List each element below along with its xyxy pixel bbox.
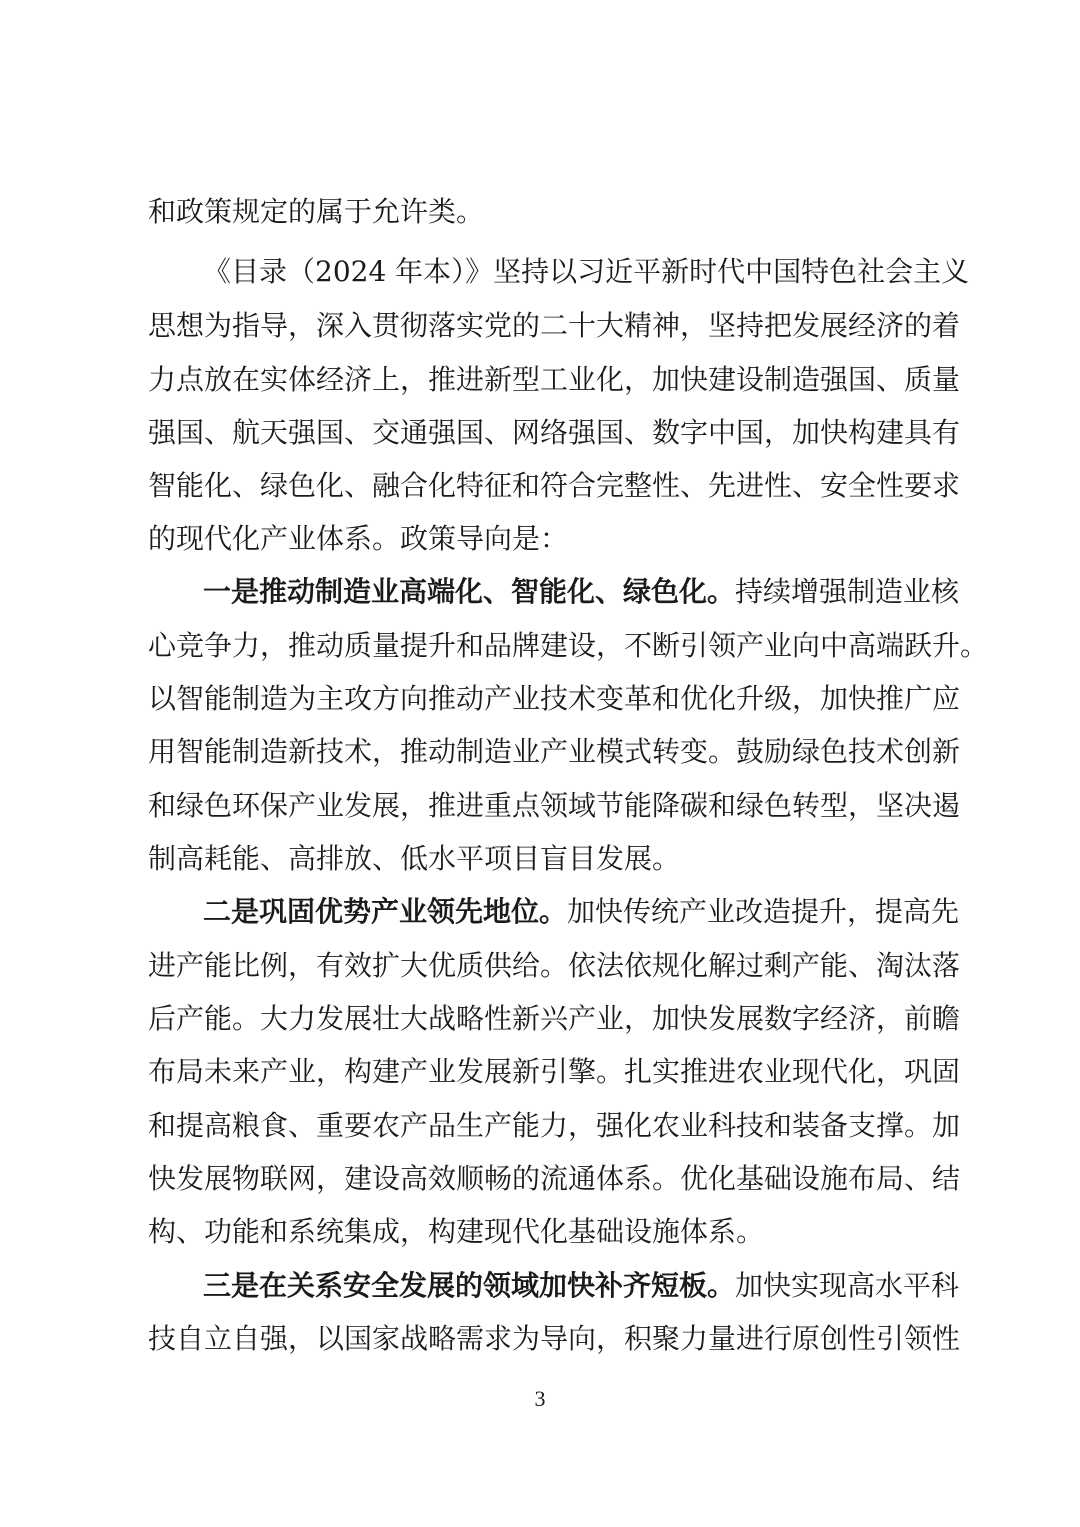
text-line: 以智能制造为主攻方向推动产业技术变革和优化升级，加快推广应 <box>148 682 961 715</box>
text-line: 智能化、绿色化、融合化特征和符合完整性、先进性、安全性要求 <box>148 469 961 502</box>
section-heading-1: 一是推动制造业高端化、智能化、绿色化。 <box>203 575 736 608</box>
text-span: 持续增强制造业核 <box>735 575 960 608</box>
text-line: 制高耗能、高排放、低水平项目盲目发展。 <box>148 842 681 875</box>
text-line: 构、功能和系统集成，构建现代化基础设施体系。 <box>148 1215 765 1248</box>
text-line: 的现代化产业体系。政策导向是： <box>148 522 569 555</box>
text-line: 用智能制造新技术，推动制造业产业模式转变。鼓励绿色技术创新 <box>148 735 961 768</box>
text-line: 快发展物联网，建设高效顺畅的流通体系。优化基础设施布局、结 <box>148 1162 961 1195</box>
text-line <box>203 892 960 932</box>
text-line: 《目录（2024 年本）》坚持以习近平新时代中国特色社会主义 <box>203 255 970 288</box>
text-line: 力点放在实体经济上，推进新型工业化，加快建设制造强国、质量 <box>148 363 961 396</box>
text-line: 布局未来产业，构建产业发展新引擎。扎实推进农业现代化，巩固 <box>148 1055 961 1088</box>
text-line: 和绿色环保产业发展，推进重点领域节能降碳和绿色转型，坚决遏 <box>148 789 961 822</box>
text-line: 和提高粮食、重要农产品生产能力，强化农业科技和装备支撑。加 <box>148 1109 961 1142</box>
text-line: 进产能比例，有效扩大优质供给。依法依规化解过剩产能、淘汰落 <box>148 949 961 982</box>
text-line: 思想为指导，深入贯彻落实党的二十大精神，坚持把发展经济的着 <box>148 309 961 342</box>
text-line: 后产能。大力发展壮大战略性新兴产业，加快发展数字经济，前瞻 <box>148 1002 961 1035</box>
text-line <box>203 572 960 612</box>
section-heading-2: 二是巩固优势产业领先地位。 <box>203 895 568 928</box>
page-number: 3 <box>534 1386 546 1411</box>
text-line: 技自立自强，以国家战略需求为导向，积聚力量进行原创性引领性 <box>148 1322 961 1355</box>
text-line: 心竞争力，推动质量提升和品牌建设，不断引领产业向中高端跃升。 <box>148 629 989 662</box>
text-span: 加快实现高水平科 <box>735 1269 960 1302</box>
text-line: 强国、航天强国、交通强国、网络强国、数字中国，加快构建具有 <box>148 416 961 449</box>
text-line: 和政策规定的属于允许类。 <box>148 195 485 228</box>
text-line <box>203 1266 960 1306</box>
text-span: 加快传统产业改造提升，提高先 <box>567 895 960 928</box>
section-heading-3: 三是在关系安全发展的领域加快补齐短板。 <box>203 1269 736 1302</box>
